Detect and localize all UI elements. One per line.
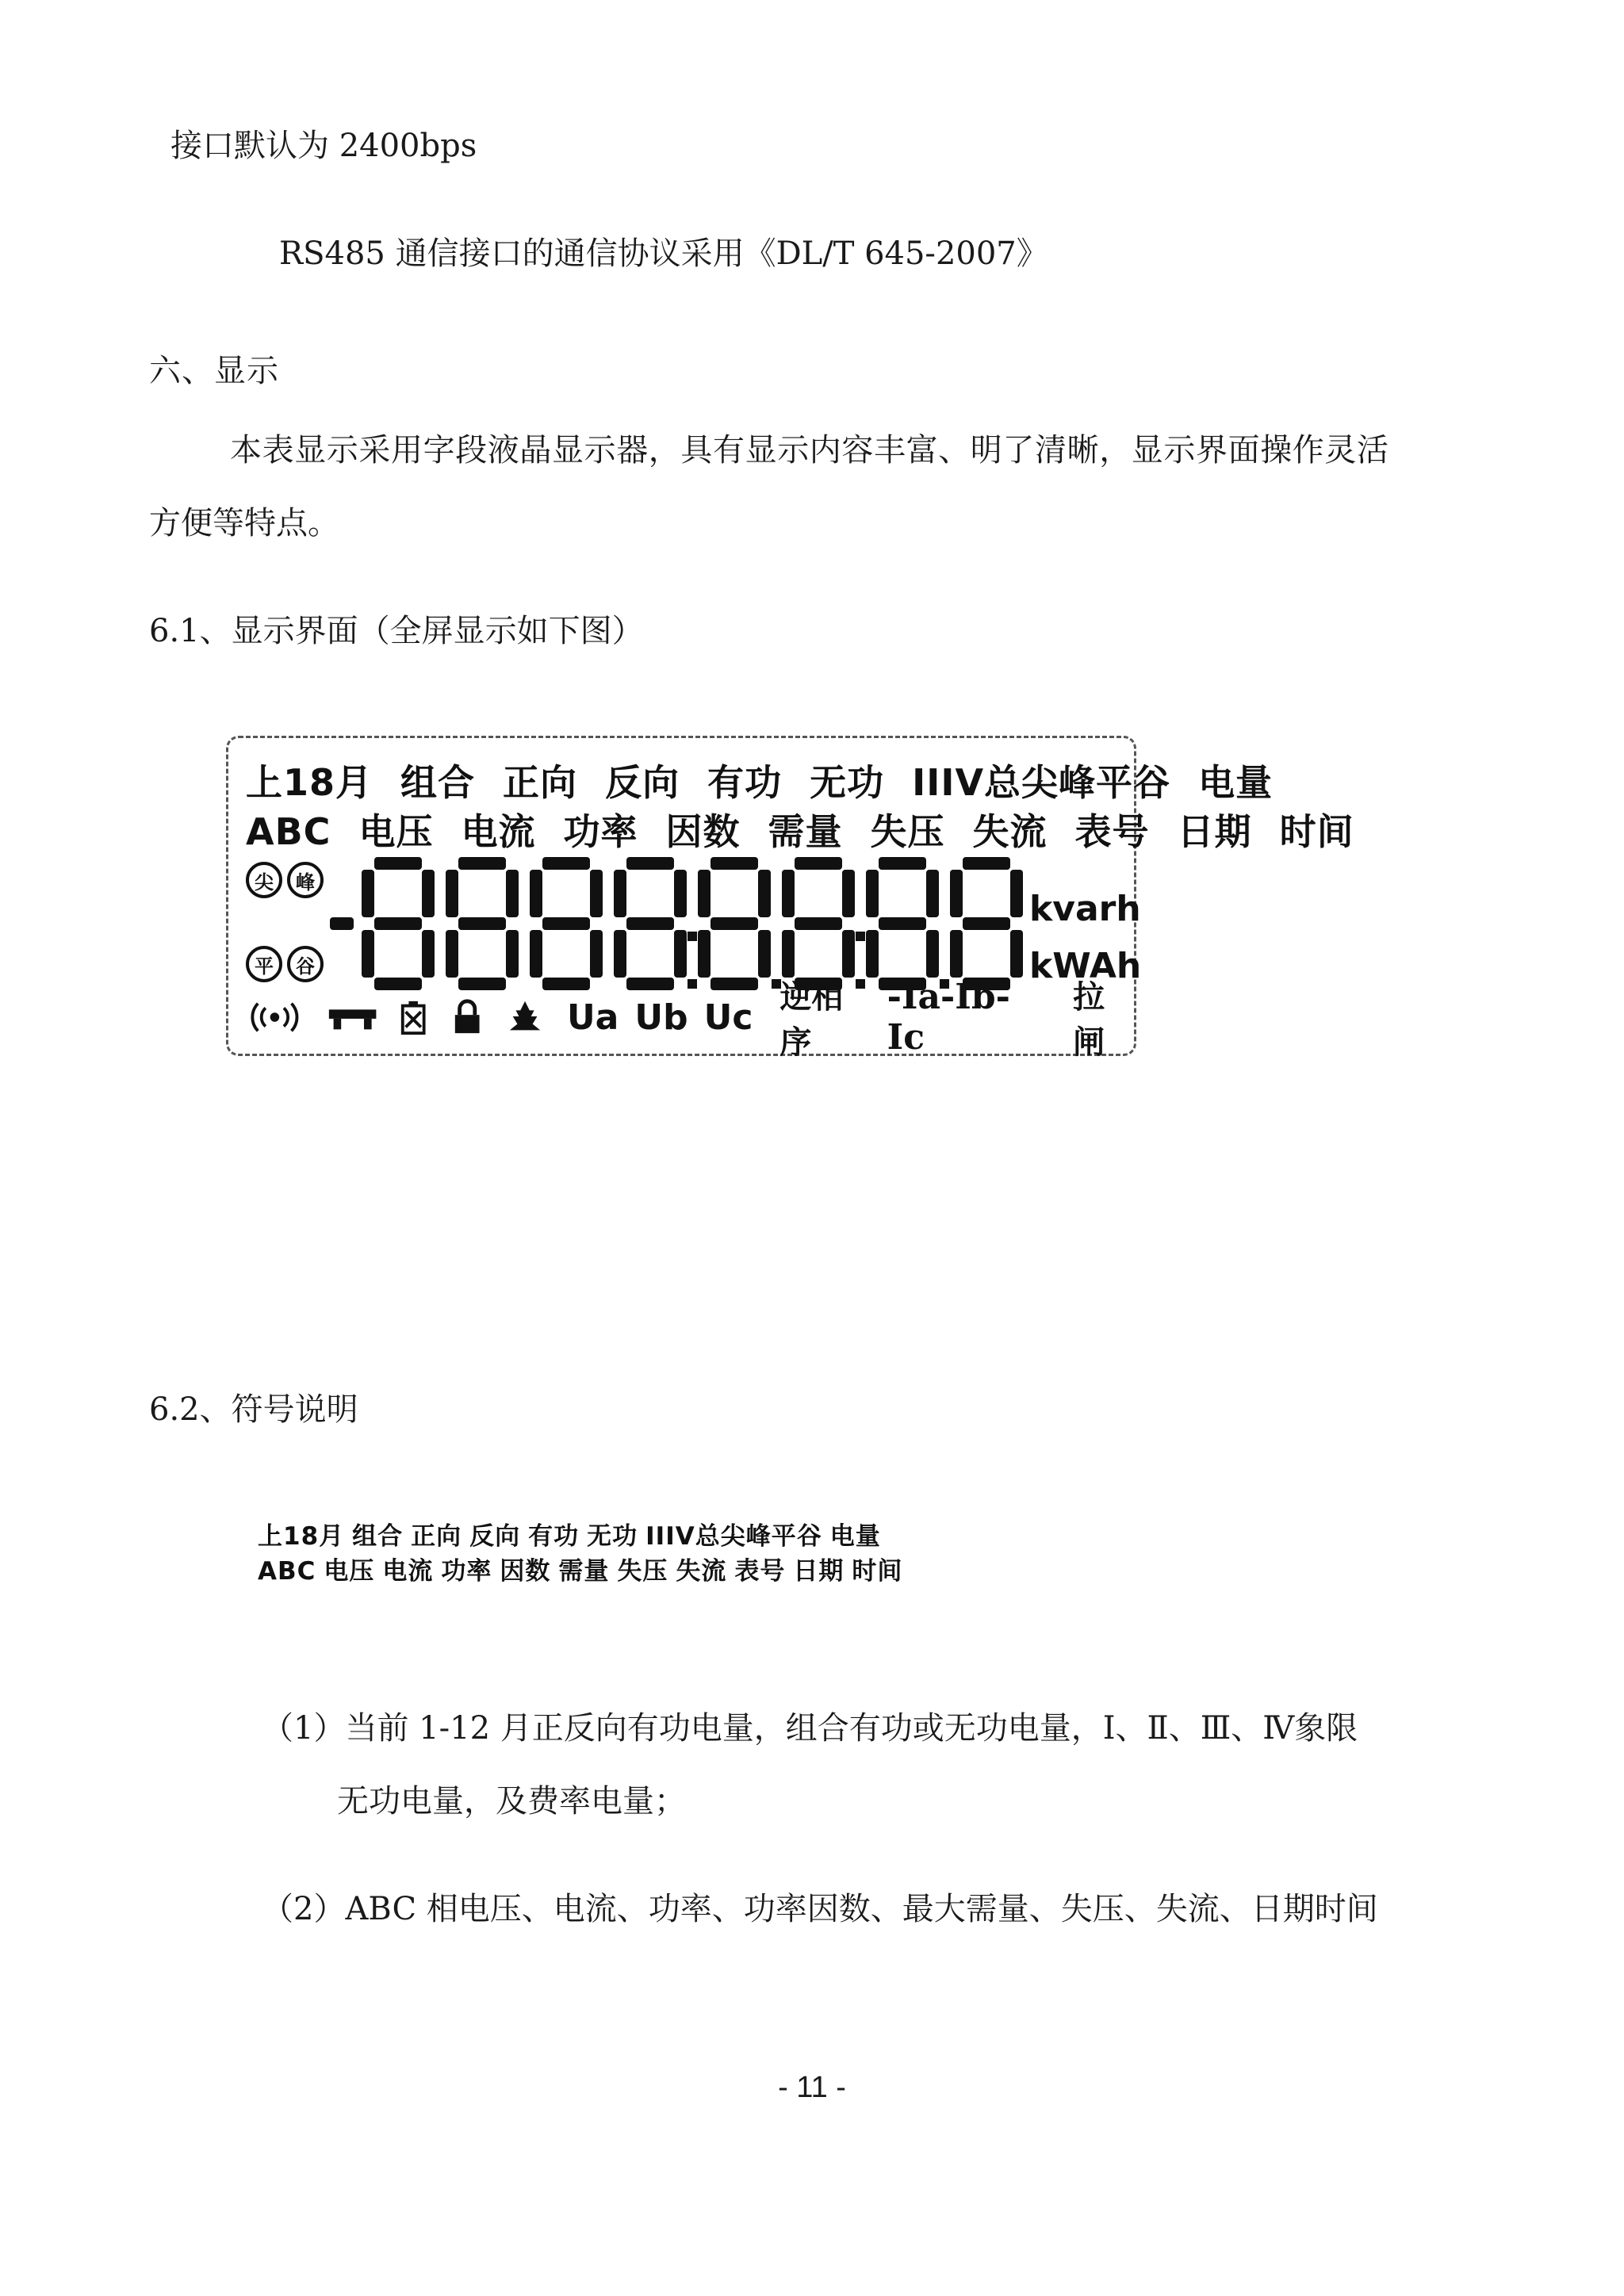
digit-segment xyxy=(758,870,771,917)
digit-segment xyxy=(795,917,842,930)
digit-segment xyxy=(626,917,674,930)
digit-segment xyxy=(698,870,710,917)
lcd-label: 需量 xyxy=(768,810,843,853)
digit-segment xyxy=(542,978,590,990)
digit-segment xyxy=(626,978,674,990)
symbol-label: 因数 xyxy=(500,1557,551,1586)
lcd-label: 日期 xyxy=(1177,810,1252,853)
symbol-strip-row1 xyxy=(258,1516,889,1552)
digit-segment xyxy=(674,930,687,978)
digit-segment xyxy=(879,857,926,870)
unit-kwah: kWAh xyxy=(1029,946,1142,986)
section-heading-display: 六、显示 xyxy=(149,353,279,389)
digit-segment xyxy=(926,930,939,978)
digit-segment xyxy=(614,930,626,978)
digit-segment xyxy=(795,857,842,870)
phase-ua: Ua xyxy=(566,997,619,1038)
lcd-label: IIIV总尖峰平谷 xyxy=(912,761,1171,804)
symbol-label: 失流 xyxy=(676,1557,727,1586)
symbol-label: IIIV总尖峰平谷 xyxy=(645,1522,822,1551)
digit-segment xyxy=(842,930,855,978)
lcd-panel xyxy=(226,736,1354,1061)
digit-segment xyxy=(374,857,422,870)
lcd-label: 时间 xyxy=(1279,810,1354,853)
symbol-label: 失压 xyxy=(617,1557,668,1586)
symbol-label: 电量 xyxy=(829,1522,881,1551)
lcd-label: 电量 xyxy=(1198,761,1274,804)
lcd-label: 电流 xyxy=(461,810,536,853)
phase-uc: Uc xyxy=(703,997,753,1038)
lcd-label: 失压 xyxy=(870,810,945,853)
digit-segment xyxy=(710,978,758,990)
lock-icon xyxy=(452,999,482,1035)
lcd-label: 无功 xyxy=(810,761,885,804)
list-item-1-line1: （1）当前 1-12 月正反向有功电量，组合有功或无功电量，Ⅰ、Ⅱ、Ⅲ、Ⅳ象限 xyxy=(262,1710,1358,1747)
tariff-flat-icon: 平 xyxy=(246,946,282,982)
symbol-label: 有功 xyxy=(528,1522,580,1551)
digit-segment xyxy=(590,930,603,978)
digit-segment xyxy=(362,870,374,917)
digit-segment xyxy=(866,930,879,978)
digit-segment xyxy=(422,930,435,978)
digit-segment xyxy=(374,917,422,930)
digit-segment xyxy=(698,930,710,978)
digit-segment xyxy=(782,870,795,917)
symbol-label: 反向 xyxy=(469,1522,521,1551)
digit-segment xyxy=(590,870,603,917)
display-paragraph-line2: 方便等特点。 xyxy=(149,505,339,541)
lcd-label: 电压 xyxy=(358,810,434,853)
lcd-label: 有功 xyxy=(707,761,783,804)
subsection-6-1: 6.1、显示界面（全屏显示如下图） xyxy=(149,613,644,649)
unit-kvarh: kvarh xyxy=(1029,889,1141,929)
digit-segment xyxy=(842,870,855,917)
digit-segment xyxy=(710,857,758,870)
digit-segment xyxy=(458,917,506,930)
lcd-row-2 xyxy=(246,803,1369,855)
digit-segment xyxy=(758,930,771,978)
digit-segment xyxy=(506,930,519,978)
lcd-label: 反向 xyxy=(605,761,680,804)
lcd-label: 失流 xyxy=(972,810,1048,853)
digit-segment xyxy=(542,917,590,930)
digit-segment xyxy=(506,870,519,917)
digit-colon-dot xyxy=(688,932,697,941)
lcd-label: ABC xyxy=(246,810,331,853)
digit-decimal-point xyxy=(688,979,697,989)
digit-segment xyxy=(674,870,687,917)
lcd-bottom-row xyxy=(244,977,1134,1061)
tariff-peak-icon: 峰 xyxy=(287,862,324,898)
digit-segment xyxy=(542,857,590,870)
digit-segment xyxy=(866,870,879,917)
digit-segment xyxy=(782,930,795,978)
digit-segment xyxy=(626,857,674,870)
plug-icon xyxy=(326,1000,379,1035)
lcd-label: 正向 xyxy=(503,761,578,804)
digit-segment xyxy=(963,917,1010,930)
baud-rate-line: 接口默认为 2400bps xyxy=(170,128,477,164)
digit-segment xyxy=(710,917,758,930)
lcd-label: 上18月 xyxy=(246,761,373,804)
battery-icon xyxy=(398,999,428,1035)
phase-ub: Ub xyxy=(634,997,688,1038)
alarm-icon xyxy=(507,999,543,1035)
digit-segment xyxy=(458,978,506,990)
trip-label: 拉闸 xyxy=(1073,979,1105,1061)
digit-segment xyxy=(926,870,939,917)
page-number: - 11 - xyxy=(778,2071,846,2104)
digit-segment xyxy=(362,930,374,978)
current-phases: -Ia-Ib-Ic xyxy=(887,977,1010,1058)
list-item-1-line2: 无功电量，及费率电量； xyxy=(337,1783,686,1820)
symbol-label: 正向 xyxy=(411,1522,462,1551)
lcd-label: 表号 xyxy=(1074,810,1150,853)
subsection-6-2: 6.2、符号说明 xyxy=(149,1391,358,1428)
symbol-label: ABC xyxy=(258,1557,316,1586)
signal-icon xyxy=(244,1000,305,1035)
digit-segment xyxy=(458,857,506,870)
lcd-digit-display xyxy=(330,857,1037,992)
symbol-label: 上18月 xyxy=(258,1522,345,1551)
symbol-label: 日期 xyxy=(793,1557,845,1586)
symbol-label: 组合 xyxy=(352,1522,404,1551)
digit-segment xyxy=(446,870,458,917)
symbol-label: 无功 xyxy=(587,1522,638,1551)
symbol-label: 电流 xyxy=(382,1557,434,1586)
digit-segment xyxy=(879,917,926,930)
tariff-valley-icon: 谷 xyxy=(287,946,324,982)
digit-segment xyxy=(950,930,963,978)
digit-segment xyxy=(530,870,542,917)
digit-colon-dot xyxy=(856,932,865,941)
digit-segment xyxy=(446,930,458,978)
digit-segment xyxy=(614,870,626,917)
digit-segment xyxy=(1010,930,1023,978)
lcd-row-1 xyxy=(246,754,1287,806)
digit-segment xyxy=(374,978,422,990)
lcd-label: 功率 xyxy=(563,810,638,853)
list-item-2: （2）ABC 相电压、电流、功率、功率因数、最大需量、失压、失流、日期时间 xyxy=(262,1891,1378,1927)
digit-segment xyxy=(963,857,1010,870)
protocol-line: RS485 通信接口的通信协议采用《DL/T 645-2007》 xyxy=(279,235,1048,272)
symbol-label: 时间 xyxy=(852,1557,903,1586)
digit-segment xyxy=(422,870,435,917)
symbol-label: 电压 xyxy=(324,1557,375,1586)
symbol-label: 功率 xyxy=(441,1557,492,1586)
lcd-label: 组合 xyxy=(400,761,476,804)
digit-segment xyxy=(950,870,963,917)
symbol-label: 表号 xyxy=(734,1557,786,1586)
digit-segment xyxy=(1010,870,1023,917)
digit-minus-segment xyxy=(330,917,354,930)
symbol-strip-row2 xyxy=(258,1551,910,1586)
display-paragraph-line1: 本表显示采用字段液晶显示器，具有显示内容丰富、明了清晰，显示界面操作灵活 xyxy=(230,432,1389,469)
tariff-sharp-icon: 尖 xyxy=(246,862,282,898)
digit-segment xyxy=(530,930,542,978)
lcd-label: 因数 xyxy=(665,810,741,853)
reverse-phase-label: 逆相序 xyxy=(779,979,844,1061)
symbol-label: 需量 xyxy=(558,1557,610,1586)
